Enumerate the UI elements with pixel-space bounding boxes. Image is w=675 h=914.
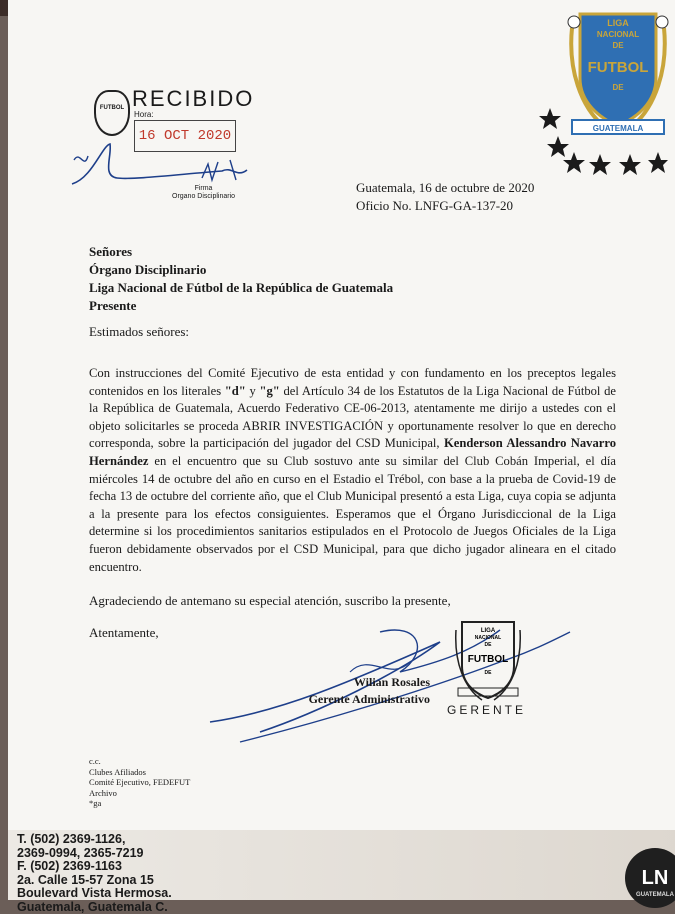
ln-corner-text: GUATEMALA <box>636 892 674 898</box>
gerente-label: GERENTE <box>447 703 526 717</box>
logo-line5: DE <box>612 83 624 92</box>
stamp-hora-label: Hora: <box>134 110 154 119</box>
cc-line3: Archivo <box>89 788 190 799</box>
logo-line3: DE <box>612 41 624 50</box>
recipient-line4: Presente <box>89 297 393 315</box>
logo-line2: NACIONAL <box>597 30 639 39</box>
stamp-signature-icon <box>62 86 262 198</box>
stamp-title: RECIBIDO <box>132 86 254 112</box>
footer-line4: 2a. Calle 15-57 Zona 15 <box>17 874 172 888</box>
footer-line5: Boulevard Vista Hermosa. <box>17 887 172 901</box>
signer-name: Wilian Rosales <box>280 674 430 691</box>
closing-regards: Atentamente, <box>89 625 159 641</box>
date-block <box>356 179 534 215</box>
body-literal-d: "d" <box>225 384 246 398</box>
stamp-date: 16 OCT 2020 <box>134 120 236 152</box>
body-text-2: del Artículo 34 de los Estatutos de la Liga Nacional de Fútbol de la República de Guatemala, Acuerdo Federativo CE-06-2013, atentamente me dirijo a ustedes con el objeto solicitarles se proceda ABRIR INVESTIGACIÓN y oportunamente resolver lo que en derecho corresponda, sobre la participación del jugador del CSD Municipal, <box>89 384 616 451</box>
cc-block <box>89 756 190 809</box>
stamp-firma-label: Firma <box>172 185 235 193</box>
recipient-line1: Señores <box>89 243 393 261</box>
footer-line2: 2369-0994, 2365-7219 <box>17 847 172 861</box>
logo-ribbon: GUATEMALA <box>593 124 644 133</box>
gerente-seal-line1: LIGA <box>481 628 496 634</box>
cc-line4: *ga <box>89 798 190 809</box>
signer-title: Gerente Administrativo <box>280 691 430 708</box>
gerente-seal-icon <box>448 618 528 704</box>
received-stamp <box>88 86 288 198</box>
stamp-seal-text: FUTBOL <box>96 105 128 111</box>
greeting: Estimados señores: <box>89 324 189 340</box>
footer-line6: Guatemala, Guatemala C. <box>17 901 172 914</box>
cc-label: c.c. <box>89 756 190 767</box>
recipient-block <box>89 243 393 315</box>
stamp-org-label: Organo Disciplinario <box>172 193 235 201</box>
gerente-seal-line4: FUTBOL <box>468 654 509 665</box>
logo-line1: LIGA <box>607 18 629 28</box>
letterhead-footer <box>17 833 172 914</box>
body-paragraph <box>89 365 616 576</box>
oficio-number: Oficio No. LNFG-GA-137-20 <box>356 197 534 215</box>
recipient-line3: Liga Nacional de Fútbol de la República de Guatemala <box>89 279 393 297</box>
footer-line3: F. (502) 2369-1163 <box>17 860 172 874</box>
gerente-seal-line3: DE <box>485 642 493 648</box>
gerente-seal-line2: NACIONAL <box>475 635 501 641</box>
stamp-firma <box>172 185 235 201</box>
signer-block <box>280 674 430 708</box>
closing-thanks: Agradeciendo de antemano su especial atención, suscribo la presente, <box>89 593 451 609</box>
gerente-seal-line5: DE <box>485 670 493 676</box>
body-text-y: y <box>246 384 260 398</box>
ln-corner-mark: LN <box>642 867 669 890</box>
body-text-1: Con instrucciones del Comité Ejecutivo de esta entidad y con fundamento en los preceptos legales contenidos en los literales <box>89 366 616 398</box>
body-text-3: en el encuentro que su Club sostuvo ante su similar del Club Cobán Imperial, el día miércoles 14 de octubre del año en curso en el Estadio el Trébol, con base a la prueba de Covid-19 de fecha 13 de octubre del corriente año, que el Club Municipal presentó a esta Liga, cuya copia se adjunta a la presente para los efectos consiguientes. Esperamos que el Órgano Jurisdiccional de la Liga determine si los procedimientos sanitarios estipulados en el Protocolo de Juegos Oficiales de la Liga fueron debidamente observados por el CSD Municipal, para que dicho jugador alineara en el citado encuentro. <box>89 454 616 574</box>
body-player-name: Kenderson Alessandro Navarro Hernández <box>89 436 616 468</box>
cc-line1: Clubes Afiliados <box>89 767 190 778</box>
letter-date: Guatemala, 16 de octubre de 2020 <box>356 179 534 197</box>
cc-line2: Comité Ejecutivo, FEDEFUT <box>89 777 190 788</box>
recipient-line2: Órgano Disciplinario <box>89 261 393 279</box>
footer-line1: T. (502) 2369-1126, <box>17 833 172 847</box>
logo-line4: FUTBOL <box>588 59 649 76</box>
body-literal-g: "g" <box>259 384 279 398</box>
logo-stars-icon <box>538 106 668 178</box>
